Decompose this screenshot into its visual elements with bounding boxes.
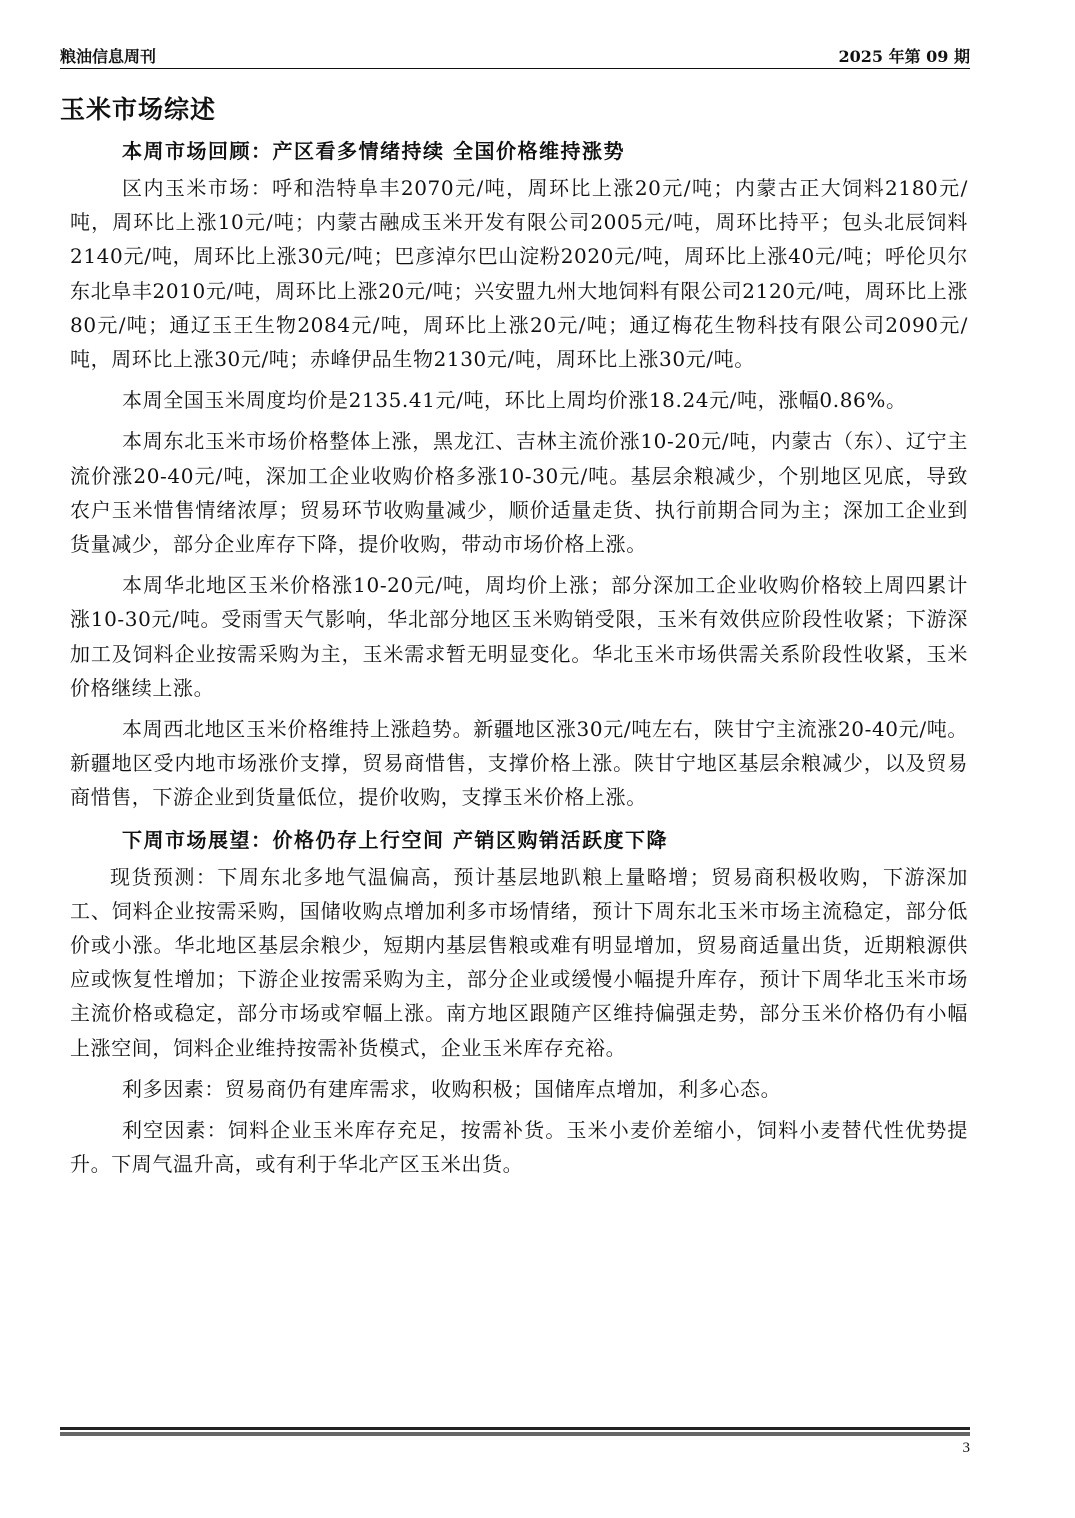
publication-name: 粮油信息周刊 — [60, 47, 157, 66]
review-heading: 本周市场回顾：产区看多情绪持续 全国价格维持涨势 — [122, 139, 625, 163]
paragraph: 利多因素：贸易商仍有建库需求，收购积极；国储库点增加，利多心态。 — [122, 1076, 782, 1101]
outlook-heading: 下周市场展望：价格仍存上行空间 产销区购销活跃度下降 — [122, 827, 668, 852]
article-body — [70, 133, 968, 1188]
page-number: 3 — [962, 1440, 970, 1456]
paragraph: 本周华北地区玉米价格涨10-20元/吨，周均价上涨；部分深加工企业收购价格较上周四累计涨10-30元/吨。受雨雪天气影响，华北部分地区玉米购销受限，玉米有效供应阶段性收紧；下游深加工及饲料企业按需采购为主，玉米需求暂无明显变化。华北玉米市场供需关系阶段性收紧，玉米价格继续上涨。 — [70, 573, 968, 700]
paragraph: 利空因素：饲料企业玉米库存充足，按需补货。玉米小麦价差缩小，饲料小麦替代性优势提升。下周气温升高，或有利于华北产区玉米出货。 — [70, 1118, 968, 1177]
paragraph: 现货预测：下周东北多地气温偏高，预计基层地趴粮上量略增；贸易商积极收购，下游深加工、饲料企业按需采购，国储收购点增加利多市场情绪，预计下周东北玉米市场主流稳定，部分低价或小涨。华北地区基层余粮少，短期内基层售粮或难有明显增加，贸易商适量出货，近期粮源供应或恢复性增加；下游企业按需采购为主，部分企业或缓慢小幅提升库存，预计下周华北玉米市场主流价格或稳定，部分市场或窄幅上涨。南方地区跟随产区维持偏强走势，部分玉米价格仍有小幅上涨空间，饲料企业维持按需补货模式，企业玉米库存充裕。 — [70, 864, 968, 1060]
paragraph: 本周东北玉米市场价格整体上涨，黑龙江、吉林主流价涨10-20元/吨，内蒙古（东）、辽宁主流价涨20-40元/吨，深加工企业收购价格多涨10-30元/吨。基层余粮减少，个别地区见底，导致农户玉米惜售情绪浓厚；贸易环节收购量减少，顺价适量走货、执行前期合同为主；深加工企业到货量减少，部分企业库存下降，提价收购，带动市场价格上涨。 — [70, 429, 968, 557]
page-header — [60, 44, 970, 69]
footer-divider — [60, 1432, 970, 1436]
section-title: 玉米市场综述 — [60, 95, 217, 124]
paragraph: 本周西北地区玉米价格维持上涨趋势。新疆地区涨30元/吨左右，陕甘宁主流涨20-40元/吨。新疆地区受内地市场涨价支撑，贸易商惜售，支撑价格上涨。陕甘宁地区基层余粮减少，以及贸易商惜售，下游企业到货量低位，提价收购，支撑玉米价格上涨。 — [70, 717, 968, 810]
paragraph: 区内玉米市场：呼和浩特阜丰2070元/吨，周环比上涨20元/吨；内蒙古正大饲料2180元/吨，周环比上涨10元/吨；内蒙古融成玉米开发有限公司2005元/吨，周环比持平；包头北辰饲料2140元/吨，周环比上涨30元/吨；巴彦淖尔巴山淀粉2020元/吨，周环比上涨40元/吨；呼伦贝尔东北阜丰2010元/吨，周环比上涨20元/吨；兴安盟九州大地饲料有限公司2120元/吨，周环比上涨80元/吨；通辽玉王生物2084元/吨，周环比上涨20元/吨；通辽梅花生物科技有限公司2090元/吨，周环比上涨30元/吨；赤峰伊品生物2130元/吨，周环比上涨30元/吨。 — [70, 176, 968, 372]
paragraph: 本周全国玉米周度均价是2135.41元/吨，环比上周均价涨18.24元/吨，涨幅0.86%。 — [122, 388, 907, 413]
footer-divider — [60, 1427, 970, 1430]
issue-number: 2025 年第 09 期 — [838, 47, 970, 66]
